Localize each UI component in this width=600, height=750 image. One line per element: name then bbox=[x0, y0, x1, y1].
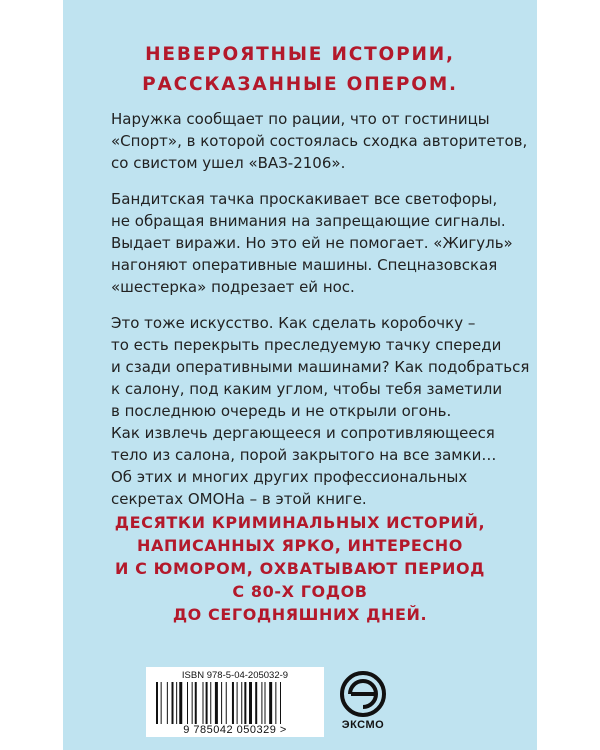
isbn-label: ISBN 978-5-04-205032-9 bbox=[181, 670, 289, 681]
text-line: то есть перекрыть преследуемую тачку спереди bbox=[111, 336, 502, 354]
text-line: в последнюю очередь и не открыли огонь. bbox=[111, 402, 452, 420]
text-line: Об этих и многих других профессиональных bbox=[111, 468, 468, 486]
barcode-bar bbox=[226, 682, 227, 724]
blurb-line: НАПИСАННЫХ ЯРКО, ИНТЕРЕСНО bbox=[137, 536, 463, 555]
barcode-bar bbox=[255, 682, 257, 724]
barcode-bar bbox=[241, 682, 242, 724]
barcode-bar bbox=[244, 682, 246, 724]
isbn-barcode bbox=[146, 667, 324, 737]
barcode-bar bbox=[172, 682, 174, 724]
text-line: тело из салона, порой закрытого на все замки… bbox=[111, 446, 497, 464]
promo-blurb bbox=[63, 511, 537, 626]
barcode-bar bbox=[192, 682, 193, 724]
text-line: «шестерка» подрезает ей нос. bbox=[111, 278, 355, 296]
paragraph-3 bbox=[111, 312, 530, 510]
text-line: «Спорт», в которой состоялась сходка авторитетов, bbox=[111, 132, 528, 150]
barcode-bars bbox=[154, 682, 316, 724]
text-line: секретах ОМОНа – в этой книге. bbox=[111, 490, 367, 508]
publisher-name: ЭКСМО bbox=[341, 719, 385, 731]
text-line: Это тоже искусство. Как сделать коробочку – bbox=[111, 314, 476, 332]
text-line: нагоняют оперативные машины. Спецназовская bbox=[111, 256, 498, 274]
blurb-line: И С ЮМОРОМ, ОХВАТЫВАЮТ ПЕРИОД bbox=[114, 559, 486, 578]
barcode-number: 9 785042 050329 > bbox=[183, 724, 287, 736]
blurb-line: ДО СЕГОДНЯШНИХ ДНЕЙ. bbox=[172, 605, 428, 624]
blurb-line: С 80-Х ГОДОВ bbox=[232, 582, 368, 601]
text-line: не обращая внимания на запрещающие сигналы. bbox=[111, 212, 506, 230]
barcode-bar bbox=[195, 682, 197, 724]
paragraph-2 bbox=[111, 188, 511, 298]
book-back-cover bbox=[63, 0, 537, 750]
barcode-bar bbox=[161, 682, 162, 724]
barcode-bar bbox=[156, 682, 158, 724]
eksmo-logo-icon bbox=[326, 670, 400, 718]
text-line: Выдает виражи. Но это ей не помогает. «Жигуль» bbox=[111, 234, 513, 252]
barcode-bar bbox=[275, 682, 276, 724]
headline bbox=[63, 40, 537, 100]
barcode-bar bbox=[232, 682, 234, 724]
barcode-bar bbox=[280, 682, 281, 724]
text-line: Бандитская тачка проскакивает все светофоры, bbox=[111, 190, 498, 208]
barcode-bar bbox=[187, 682, 188, 724]
barcode-bar bbox=[237, 682, 238, 724]
barcode-bar bbox=[210, 682, 211, 724]
barcode-bar bbox=[176, 682, 177, 724]
barcode-bar bbox=[215, 682, 218, 724]
barcode-bar bbox=[179, 682, 182, 724]
text-line: к салону, под каким углом, чтобы тебя заметили bbox=[111, 380, 503, 398]
barcode-bar bbox=[221, 682, 222, 724]
paragraph-1 bbox=[111, 108, 528, 174]
headline-line-2: РАССКАЗАННЫЕ ОПЕРОМ. bbox=[142, 74, 458, 95]
barcode-bar bbox=[206, 682, 208, 724]
barcode-bar bbox=[269, 682, 272, 724]
barcode-bar bbox=[261, 682, 262, 724]
annotation-text bbox=[111, 108, 530, 524]
barcode-bar bbox=[203, 682, 204, 724]
text-line: Наружка сообщает по рации, что от гостиницы bbox=[111, 110, 490, 128]
text-line: со свистом ушел «ВАЗ-2106». bbox=[111, 154, 346, 172]
barcode-bar bbox=[249, 682, 252, 724]
text-line: Как извлечь дергающееся и сопротивляющееся bbox=[111, 424, 495, 442]
headline-line-1: НЕВЕРОЯТНЫЕ ИСТОРИИ, bbox=[145, 44, 455, 65]
barcode-bar bbox=[265, 682, 266, 724]
blurb-line: ДЕСЯТКИ КРИМИНАЛЬНЫХ ИСТОРИЙ, bbox=[114, 513, 486, 532]
barcode-bar bbox=[167, 682, 168, 724]
publisher-logo bbox=[326, 670, 400, 740]
text-line: и сзади оперативными машинами? Как подобраться bbox=[111, 358, 530, 376]
